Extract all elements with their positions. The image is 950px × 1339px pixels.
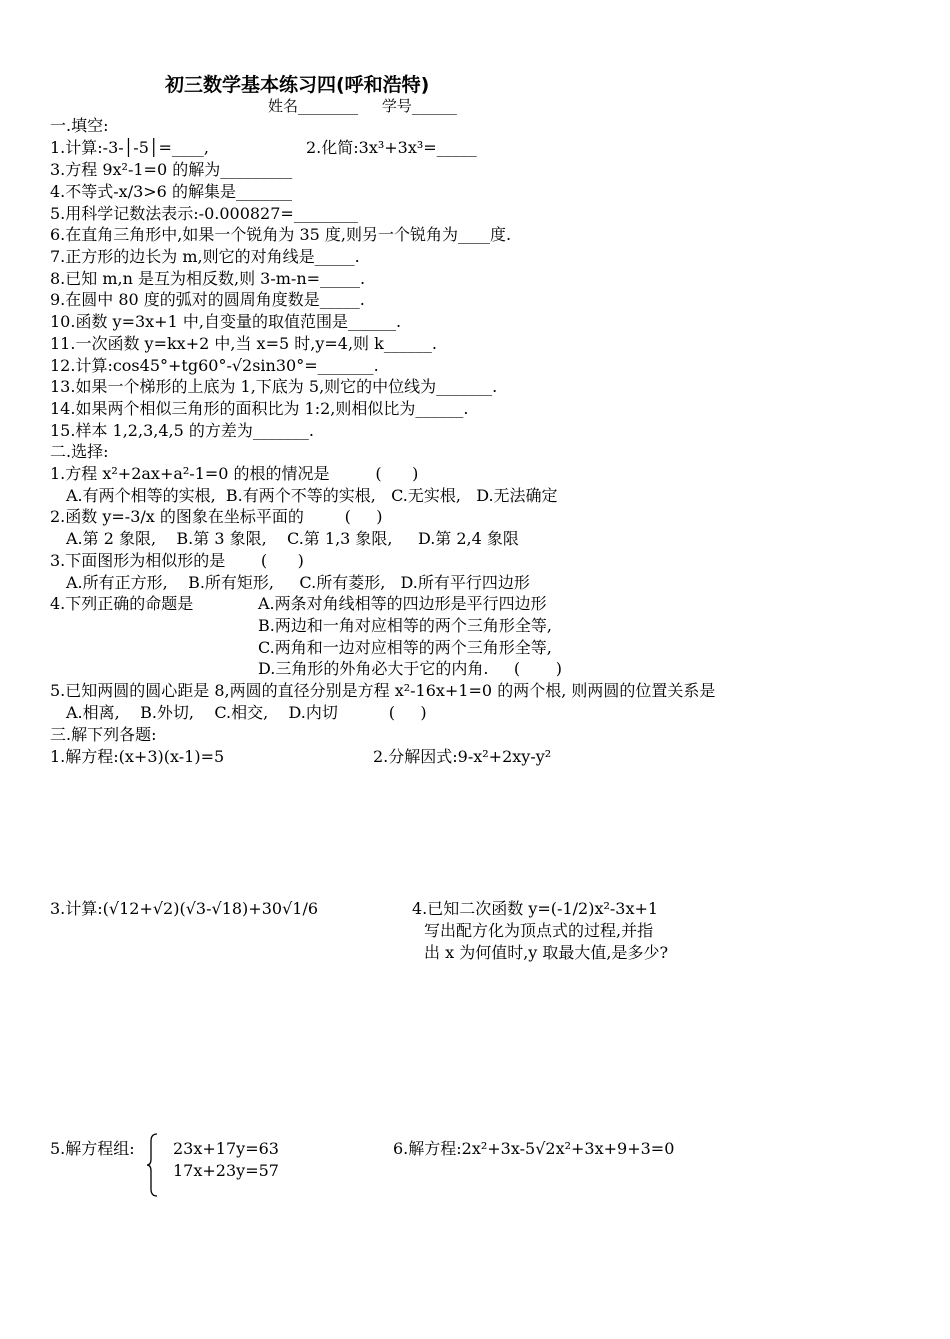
solve-q2: 2.分解因式:9-x²+2xy-y² (373, 747, 552, 766)
fill-q7: 7.正方形的边长为 m,则它的对角线是_____. (50, 247, 360, 266)
left-brace-icon (146, 1133, 158, 1197)
fill-q9: 9.在圆中 80 度的弧对的圆周角度数是_____. (50, 290, 365, 309)
solve-q4-line2: 写出配方化为顶点式的过程,并指 (424, 921, 654, 940)
section-solve-heading: 三.解下列各题: (50, 725, 157, 744)
solve-q5-eq2: 17x+23y=57 (173, 1161, 279, 1180)
solve-q5-eq1: 23x+17y=63 (173, 1139, 279, 1158)
fill-q6: 6.在直角三角形中,如果一个锐角为 35 度,则另一个锐角为____度. (50, 225, 512, 244)
solve-q4: 4.已知二次函数 y=(-1/2)x²-3x+1 (412, 899, 659, 918)
choice-q4-option-a: A.两条对角线相等的四边形是平行四边形 (258, 594, 547, 613)
choice-q5-options: A.相离, B.外切, C.相交, D.内切 ( ) (66, 703, 427, 722)
choice-q4: 4.下列正确的命题是 (50, 594, 194, 613)
solve-q6: 6.解方程:2x²+3x-5√2x²+3x+9+3=0 (393, 1139, 675, 1158)
choice-q1: 1.方程 x²+2ax+a²-1=0 的根的情况是 ( ) (50, 464, 419, 483)
fill-q15: 15.样本 1,2,3,4,5 的方差为_______. (50, 421, 314, 440)
choice-q5: 5.已知两圆的圆心距是 8,两圆的直径分别是方程 x²-16x+1=0 的两个根, 则两圆的位置关系是 (50, 681, 716, 700)
solve-q4-line3: 出 x 为何值时,y 取最大值,是多少? (424, 943, 669, 962)
solve-q1: 1.解方程:(x+3)(x-1)=5 (50, 747, 225, 766)
choice-q2-options: A.第 2 象限, B.第 3 象限, C.第 1,3 象限, D.第 2,4 象限 (66, 529, 519, 548)
section-choice-heading: 二.选择: (50, 442, 109, 461)
choice-q3-options: A.所有正方形, B.所有矩形, C.所有菱形, D.所有平行四边形 (66, 573, 530, 592)
fill-q8: 8.已知 m,n 是互为相反数,则 3-m-n=_____. (50, 269, 366, 288)
fill-q10: 10.函数 y=3x+1 中,自变量的取值范围是______. (50, 312, 402, 331)
fill-q14: 14.如果两个相似三角形的面积比为 1:2,则相似比为______. (50, 399, 469, 418)
fill-q4: 4.不等式-x/3>6 的解集是_______ (50, 182, 292, 201)
page-title: 初三数学基本练习四(呼和浩特) (165, 74, 430, 96)
choice-q1-options: A.有两个相等的实根, B.有两个不等的实根, C.无实根, D.无法确定 (66, 486, 558, 505)
fill-q2: 2.化简:3x³+3x³=_____ (306, 138, 477, 157)
fill-q13: 13.如果一个梯形的上底为 1,下底为 5,则它的中位线为_______. (50, 377, 498, 396)
choice-q4-option-b: B.两边和一角对应相等的两个三角形全等, (258, 616, 552, 635)
choice-q3: 3.下面图形为相似形的是 ( ) (50, 551, 304, 570)
fill-q11: 11.一次函数 y=kx+2 中,当 x=5 时,y=4,则 k______. (50, 334, 437, 353)
solve-q3: 3.计算:(√12+√2)(√3-√18)+30√1/6 (50, 899, 319, 918)
fill-q1: 1.计算:-3-│-5│=____, (50, 138, 209, 157)
solve-q5: 5.解方程组: (50, 1139, 135, 1158)
fill-q5: 5.用科学记数法表示:-0.000827=________ (50, 204, 358, 223)
fill-q3: 3.方程 9x²-1=0 的解为_________ (50, 160, 293, 179)
choice-q4-option-c: C.两角和一边对应相等的两个三角形全等, (258, 638, 552, 657)
choice-q2: 2.函数 y=-3/x 的图象在坐标平面的 ( ) (50, 507, 383, 526)
section-fill-heading: 一.填空: (50, 116, 109, 135)
student-info: 姓名________ 学号______ (268, 97, 457, 115)
fill-q12: 12.计算:cos45°+tg60°-√2sin30°=_______. (50, 356, 379, 375)
choice-q4-option-d: D.三角形的外角必大于它的内角. ( ) (258, 659, 562, 678)
